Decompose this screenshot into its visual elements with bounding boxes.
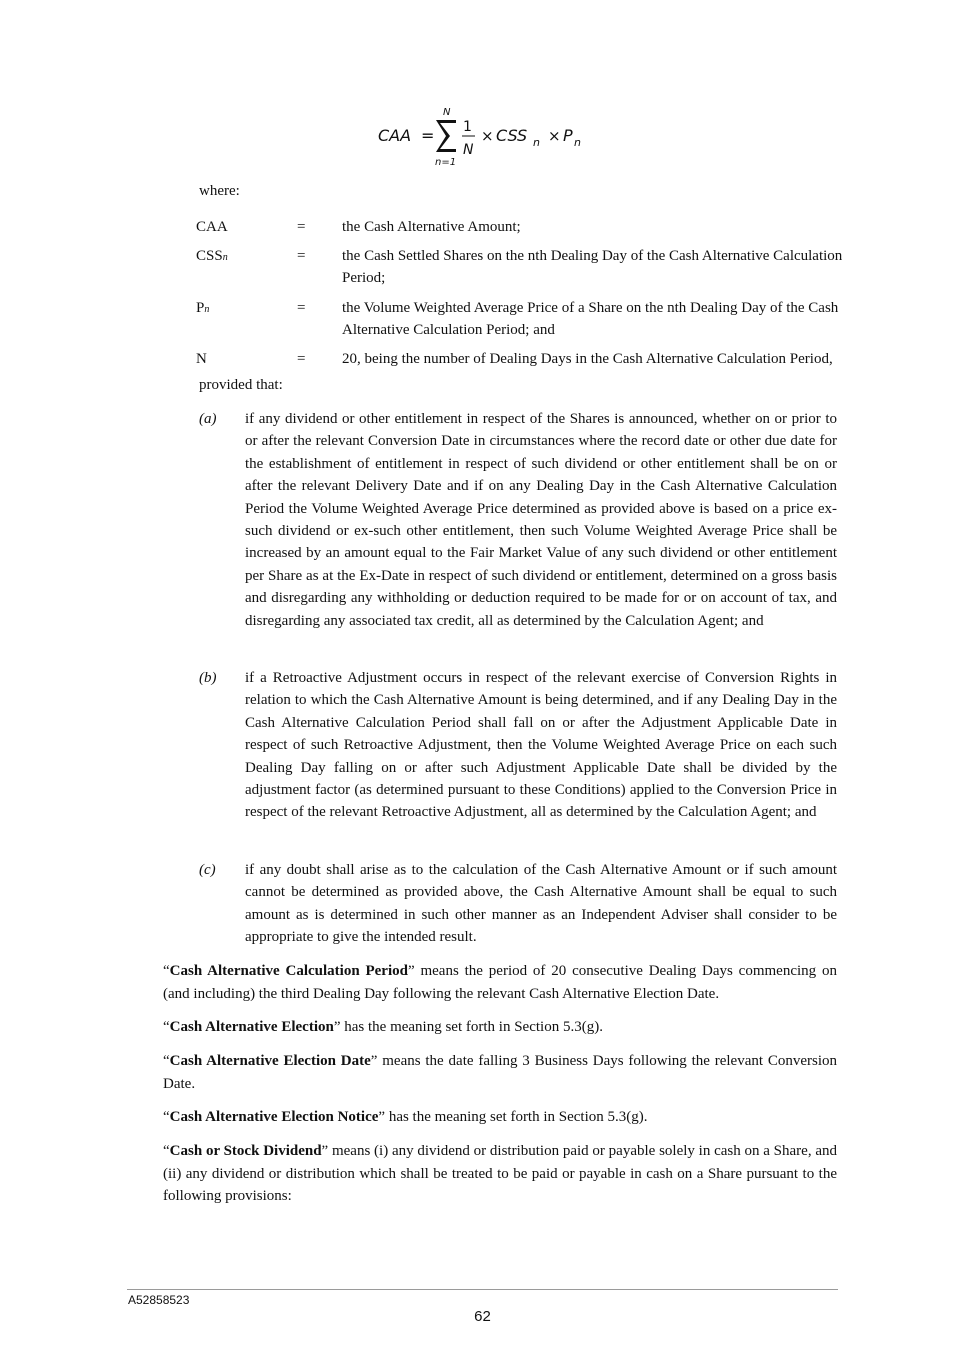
proviso-text: if any dividend or other entitlement in respect of the Shares is announced, whether on or prior to or after the relevant Conversion Date in circumstances where the record date or other due date for the establishment of entitlement in respect of such dividend or other entitlement shall be on or after the relevant Delivery Date and if on any Dealing Day in the Cash Alternative Calculation Period the Volume Weighted Average Price determined as provided above is based on a price ex-such dividend or ex-such other entitlement, then such Volume Weighted Average Price shall be increased by an amount equal to the Fair Market Value of any such dividend or other entitlement per Share as at the Ex-Date in respect of such dividend or entitlement, determined on a gross basis and disregarding any withholding or deduction required to be made for or on account of tax, and disregarding any associated tax credit, all as determined by the Calculation Agent; and (245, 411, 837, 629)
proviso-label: (a) (199, 411, 217, 427)
definition-paragraph-cash-alternative-election: “Cash Alternative Election” has the meaning set forth in Section 5.3(g). (163, 1019, 603, 1035)
definition-term: Pn (196, 300, 210, 316)
definition-paragraph-cash-alternative-election-notice: “Cash Alternative Election Notice” has the meaning set forth in Section 5.3(g). (163, 1109, 648, 1125)
formula-p-subscript: n (573, 136, 581, 149)
summation-sign (436, 120, 456, 152)
formula-css-subscript: n (532, 136, 540, 149)
cash-alternative-formula (0, 104, 965, 170)
formula-equals: = (420, 126, 434, 145)
definition-paragraph-cash-alternative-calculation-period: “Cash Alternative Calculation Period” means the period of 20 consecutive Dealing Days commencing on (and including) the third Dealing Day following the relevant Cash Alternative Election Date. (163, 963, 837, 1002)
definition-description: the Cash Alternative Amount; (342, 219, 521, 235)
definition-equals: = (297, 219, 306, 235)
footer-rule (127, 1289, 838, 1290)
formula-p: P (562, 126, 573, 145)
definition-term: CAA (196, 219, 228, 235)
sum-lower-limit: n=1 (434, 157, 456, 168)
definition-equals: = (297, 248, 306, 264)
formula-css: CSS (495, 126, 527, 145)
where-label: where: (199, 183, 240, 199)
document-id: A52858523 (128, 1293, 190, 1307)
times-sign-1: × (480, 127, 494, 145)
sum-upper-limit: N (442, 107, 450, 118)
page-number: 62 (474, 1308, 491, 1325)
definition-description: 20, being the number of Dealing Days in the Cash Alternative Calculation Period, (342, 351, 833, 367)
definition-paragraph-cash-or-stock-dividend: “Cash or Stock Dividend” means (i) any dividend or distribution paid or payable solely in cash on a Share, and (ii) any dividend or distribution which shall be treated to be paid or payable in cash on a Share pursuant to the following provisions: (163, 1143, 837, 1204)
provided-that-label: provided that: (199, 377, 283, 393)
times-sign-2: × (547, 127, 561, 145)
proviso-label: (b) (199, 670, 217, 686)
defined-term: Cash Alternative Election Notice (169, 1109, 379, 1125)
fraction-numerator: 1 (462, 119, 472, 135)
defined-term: Cash or Stock Dividend (169, 1143, 322, 1159)
defined-term: Cash Alternative Election Date (169, 1053, 371, 1069)
definition-description: the Cash Settled Shares on the nth Dealing Day of the Cash Alternative Calculation Period; (342, 248, 843, 287)
defined-term: Cash Alternative Calculation Period (169, 963, 408, 979)
definition-term: N (196, 351, 207, 367)
proviso-text: if any doubt shall arise as to the calculation of the Cash Alternative Amount or if such amount cannot be determined as provided above, the Cash Alternative Amount shall be equal to such amount as is determined in such other manner as an Independent Adviser shall consider to be appropriate to give the intended result. (245, 862, 837, 946)
proviso-label: (c) (199, 862, 216, 878)
definition-equals: = (297, 351, 306, 367)
formula-graphic (378, 104, 588, 170)
formula-lhs: CAA (377, 126, 411, 145)
definition-description: the Volume Weighted Average Price of a Share on the nth Dealing Day of the Cash Alternative Calculation Period; and (342, 300, 839, 339)
definition-equals: = (297, 300, 306, 316)
definition-paragraph-cash-alternative-election-date: “Cash Alternative Election Date” means the date falling 3 Business Days following the relevant Conversion Date. (163, 1053, 837, 1092)
defined-term: Cash Alternative Election (169, 1019, 334, 1035)
proviso-text: if a Retroactive Adjustment occurs in respect of the relevant exercise of Conversion Rights in relation to which the Cash Alternative Amount is being determined, and if any Dealing Day in the Cash Alternative Calculation Period shall fall on or after the Adjustment Applicable Date in respect of such Retroactive Adjustment, then the Volume Weighted Average Price on each such Dealing Day falling on or after such Adjustment Applicable Date shall be divided by the adjustment factor (as determined pursuant to these Conditions) applied to the Conversion Price in respect of the relevant Retroactive Adjustment, all as determined by the Calculation Agent; and (245, 670, 837, 821)
fraction-denominator: N (462, 142, 473, 158)
definition-term: CSSn (196, 248, 228, 264)
